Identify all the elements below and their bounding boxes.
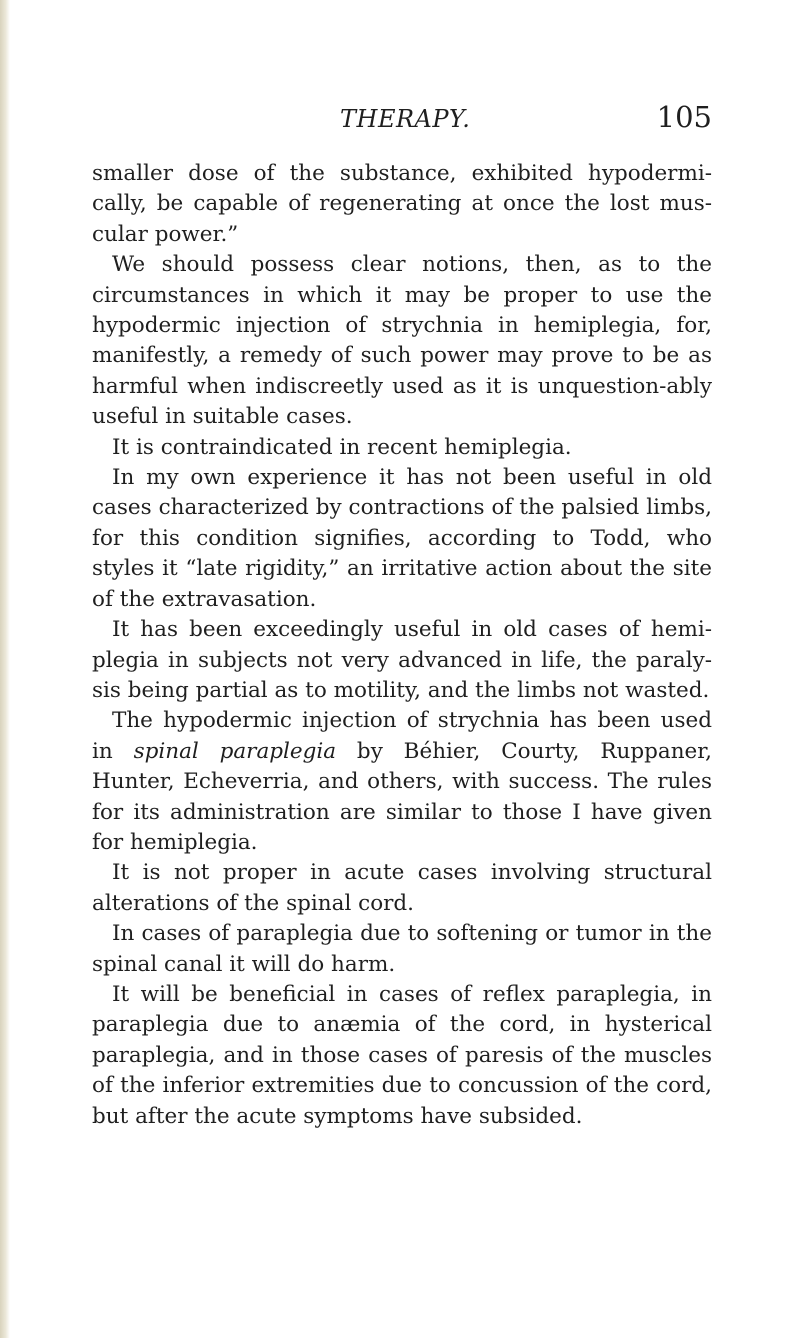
running-title: THERAPY. <box>340 105 471 133</box>
paragraph-spinal-paraplegia-start: The hypodermic injection of strychnia has been used in <box>92 708 712 764</box>
paragraph-spinal-paraplegia-end: by Béhier, Courty, Ruppaner, Hunter, Echeverria, and others, with success. The rules for its administration are similar to those I have given for hemiplegia. <box>92 738 713 855</box>
paragraph-reflex-paraplegia: It will be beneficial in cases of reflex paraplegia, in paraplegia due to anæmia of the cord, in hysterical paraplegia, and in those cases of paresis of the muscles of the inferior extremities due to concussion of the cord, but after the acute symptoms have subsided. <box>92 981 712 1129</box>
paragraph-spinal-paraplegia <box>92 706 712 858</box>
paragraph-clear-notions: We should possess clear notions, then, as to the circumstances in which it may be proper to use the hypodermic injection of strychnia in hemiplegia, for, manifestly, a remedy of such power may prove to be as harmful when indiscreetly used as it is unquestion-ably useful in suitable cases. <box>92 252 712 430</box>
paragraph-softening-tumor: In cases of paraplegia due to softening or tumor in the spinal canal it will do harm. <box>92 921 712 977</box>
spinal-paraplegia-emphasis: spinal paraplegia <box>133 738 337 764</box>
scan-page-edge <box>0 0 10 1338</box>
paragraph-continuation: smaller dose of the substance, exhibited hypodermi-cally, be capable of regenerating at once the lost mus-cular power.” <box>92 161 712 247</box>
paragraph-contraindicated: It is contraindicated in recent hemiplegia. <box>112 434 572 460</box>
paragraph-old-cases-contractions: In my own experience it has not been useful in old cases characterized by contractions of the palsied limbs, for this condition signifies, according to Todd, who styles it “late rigidity,” an irritative action about the site of the extravasation. <box>92 465 712 612</box>
paragraph-useful-old-cases: It has been exceedingly useful in old cases of hemi-plegia in subjects not very advanced in life, the paraly-sis being partial as to motility, and the limbs not wasted. <box>92 617 712 703</box>
paragraph-acute-cases: It is not proper in acute cases involving structural alterations of the spinal cord. <box>92 860 712 916</box>
body-text <box>92 159 712 1132</box>
page-number: 105 <box>656 100 712 134</box>
running-head <box>92 100 712 140</box>
